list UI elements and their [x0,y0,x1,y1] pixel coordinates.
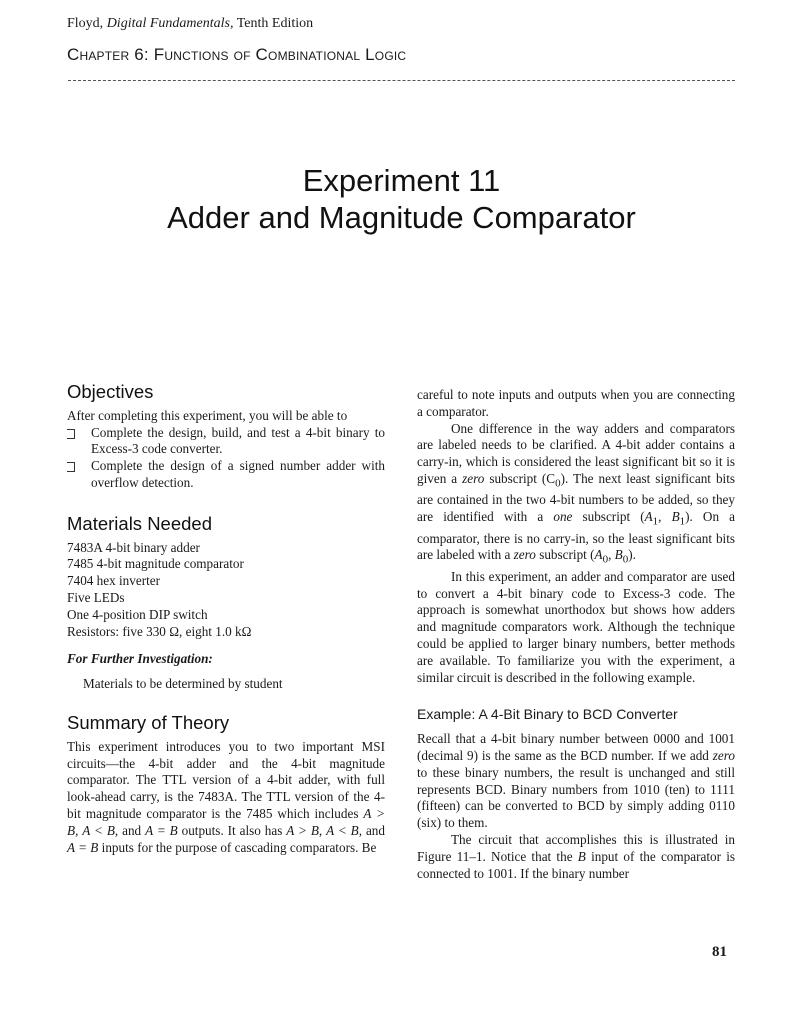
example-paragraph-2: The circuit that accomplishes this is illustrated in Figure 11–1. Notice that the B input of the comparator is connected to 1001. If the binary number [417,832,736,881]
list-item: 7404 hex inverter [67,573,161,589]
list-item: Five LEDs [67,589,125,605]
chapter-title: Functions of Combinational Logic [153,45,407,64]
experiment-title [0,162,803,236]
experiment-number: Experiment 11 [302,163,501,198]
page-number: 81 [712,944,727,960]
left-column [67,381,386,856]
summary-paragraph-1: This experiment introduces you to two important MSI circuits—the 4-bit adder and the 4-bit magnitude comparator. The TTL version of a 4-bit adder, with full look-ahead carry, is the 7483A. The TTL version of the 4-bit magnitude comparator is the 7485 which includes A > B, A < B, and A = B outputs. It also has A > B, A < B, and A = B inputs for the purpose of cascading comparators. Be [67,738,386,855]
book-title: Digital Fundamentals, [106,16,234,31]
edition: Tenth Edition [236,16,314,31]
list-item: 7483A 4-bit binary adder [67,539,200,555]
further-investigation-heading: For Further Investigation: [67,651,213,667]
right-column [417,387,735,882]
checkbox-bullet-icon [67,429,75,439]
chapter-label: Chapter 6: [67,45,149,64]
summary-paragraph-3: In this experiment, an adder and comparator are used to convert a 4-bit binary code to Excess-3 code. The approach is somewhat unorthodox but shows how adders and magnitude comparators work. Although the technique could be applied to larger binary numbers, better methods are available. To familiarize you with the experiment, a similar circuit is described in the following example. [417,568,735,685]
source-line [67,16,313,32]
list-item: 7485 4-bit magnitude comparator [67,556,244,572]
summary-paragraph-2: One difference in the way adders and comparators are labeled needs to be clarified. A 4-bit adder contains a carry-in, which is considered the least significant bit so it is given a zero subscript $(C_0)$. The next least significant bits are contained in the two 4-bit numbers to be added, so they are identified with a one subscript ($A_1$, $B_1$). On a comparator, there is no carry-in, so the least significant bits are labeled with a zero subscript ($A_0$, $B_0$). [417,420,736,567]
header-rule [68,80,735,81]
list-item: Complete the design of a signed number adder with overflow detection. [67,458,385,492]
example-paragraph-1: Recall that a 4-bit binary number between 0000 and 1001 (decimal 9) is the same as the BCD number. If we add zero to these binary numbers, the result is unchanged and still represents BCD. Binary numbers from 1010 (ten) to 1111 (fifteen) can be converted to BCD by simply adding 0110 (six) to them. [417,731,735,831]
list-item: Complete the design, build, and test a 4-bit binary to Excess-3 code converter. [67,425,385,459]
experiment-name: Adder and Magnitude Comparator [167,200,636,235]
author: Floyd, [67,16,104,31]
objectives-heading: Objectives [67,381,154,402]
checkbox-bullet-icon [67,462,75,472]
list-item: One 4-position DIP switch [67,606,208,622]
chapter-heading [67,45,406,65]
example-heading: Example: A 4-Bit Binary to BCD Converter [417,706,678,723]
materials-heading: Materials Needed [67,512,212,534]
summary-paragraph-1-continued: careful to note inputs and outputs when you are connecting a comparator. [417,387,735,419]
summary-heading: Summary of Theory [67,711,230,733]
objectives-list [67,425,385,492]
list-item: Resistors: five 330 Ω, eight 1.0 kΩ [67,623,252,639]
materials-list [67,540,385,641]
further-investigation-text: Materials to be determined by student [83,676,283,692]
objectives-intro: After completing this experiment, you will be able to [67,407,348,423]
